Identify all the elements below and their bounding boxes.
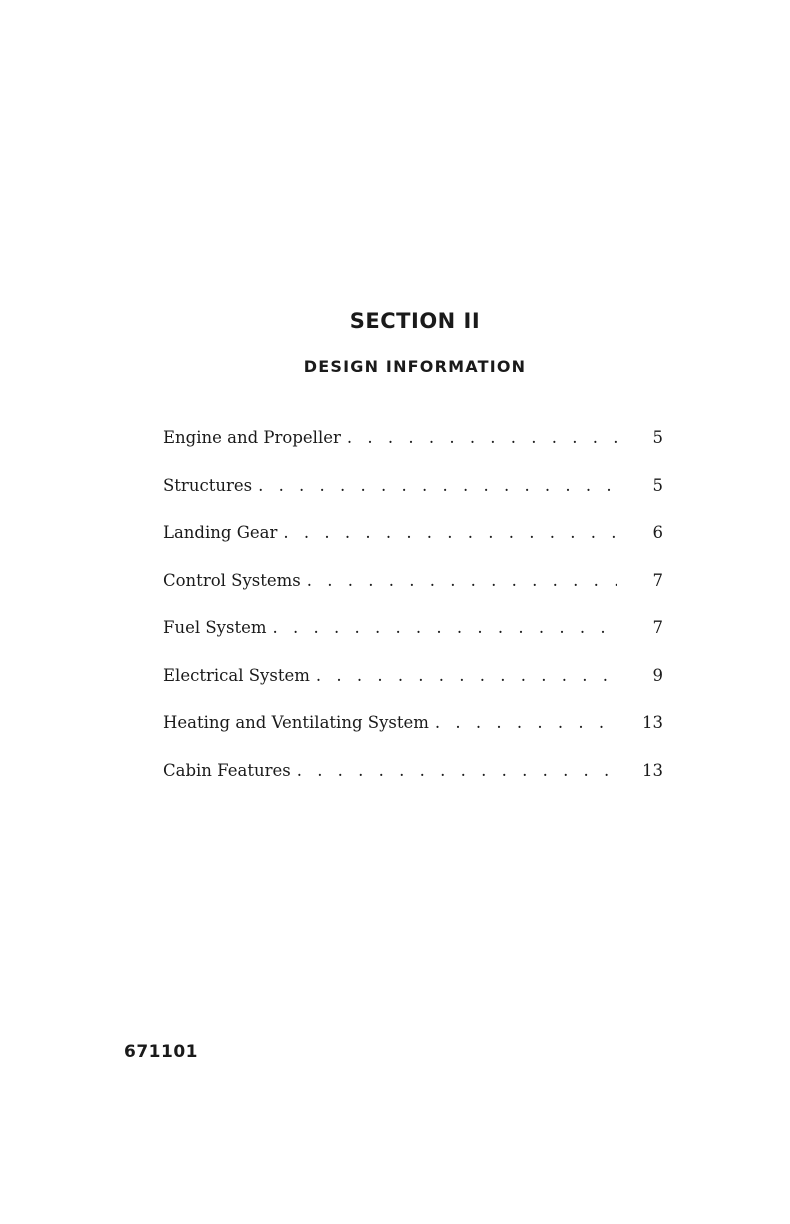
section-subtitle: DESIGN INFORMATION	[303, 357, 527, 376]
toc-entry-electrical-system	[163, 666, 663, 714]
section-title: SECTION II	[349, 309, 481, 333]
toc-entry-control-systems	[163, 571, 663, 619]
toc-entry-page: 5	[652, 475, 663, 495]
toc-dot-leader	[435, 713, 617, 732]
toc-entry-page: 6	[652, 523, 663, 542]
toc-entry-label: Fuel System	[163, 618, 267, 637]
toc-dot-leader	[258, 476, 617, 495]
toc-entry-cabin-features	[163, 761, 663, 809]
toc-entry-label: Structures	[163, 475, 253, 495]
toc-entry-label: Landing Gear	[163, 523, 278, 542]
toc-entry-page: 13	[642, 760, 663, 780]
toc-entry-heating-and-ventilating-system	[163, 713, 663, 761]
toc-dot-leader	[283, 523, 617, 542]
document-number: 671101	[124, 1042, 198, 1062]
toc-entry-engine-and-propeller	[163, 428, 663, 476]
toc-entry-label: Heating and Ventilating System	[163, 713, 429, 732]
table-of-contents	[163, 428, 663, 808]
toc-entry-page: 13	[642, 713, 663, 732]
toc-entry-page: 7	[652, 570, 663, 590]
toc-entry-label: Electrical System	[163, 665, 310, 685]
toc-dot-leader	[316, 666, 617, 685]
toc-entry-fuel-system	[163, 618, 663, 666]
toc-entry-label: Cabin Features	[163, 760, 291, 780]
toc-dot-leader	[347, 428, 617, 447]
toc-dot-leader	[297, 761, 617, 780]
toc-entry-label: Engine and Propeller	[163, 428, 341, 447]
toc-entry-page: 9	[652, 665, 663, 685]
toc-dot-leader	[273, 618, 618, 637]
toc-dot-leader	[307, 571, 617, 590]
toc-entry-structures	[163, 476, 663, 524]
toc-entry-label: Control Systems	[163, 570, 301, 590]
toc-entry-page: 5	[652, 428, 663, 447]
toc-entry-landing-gear	[163, 523, 663, 571]
toc-entry-page: 7	[652, 618, 663, 637]
